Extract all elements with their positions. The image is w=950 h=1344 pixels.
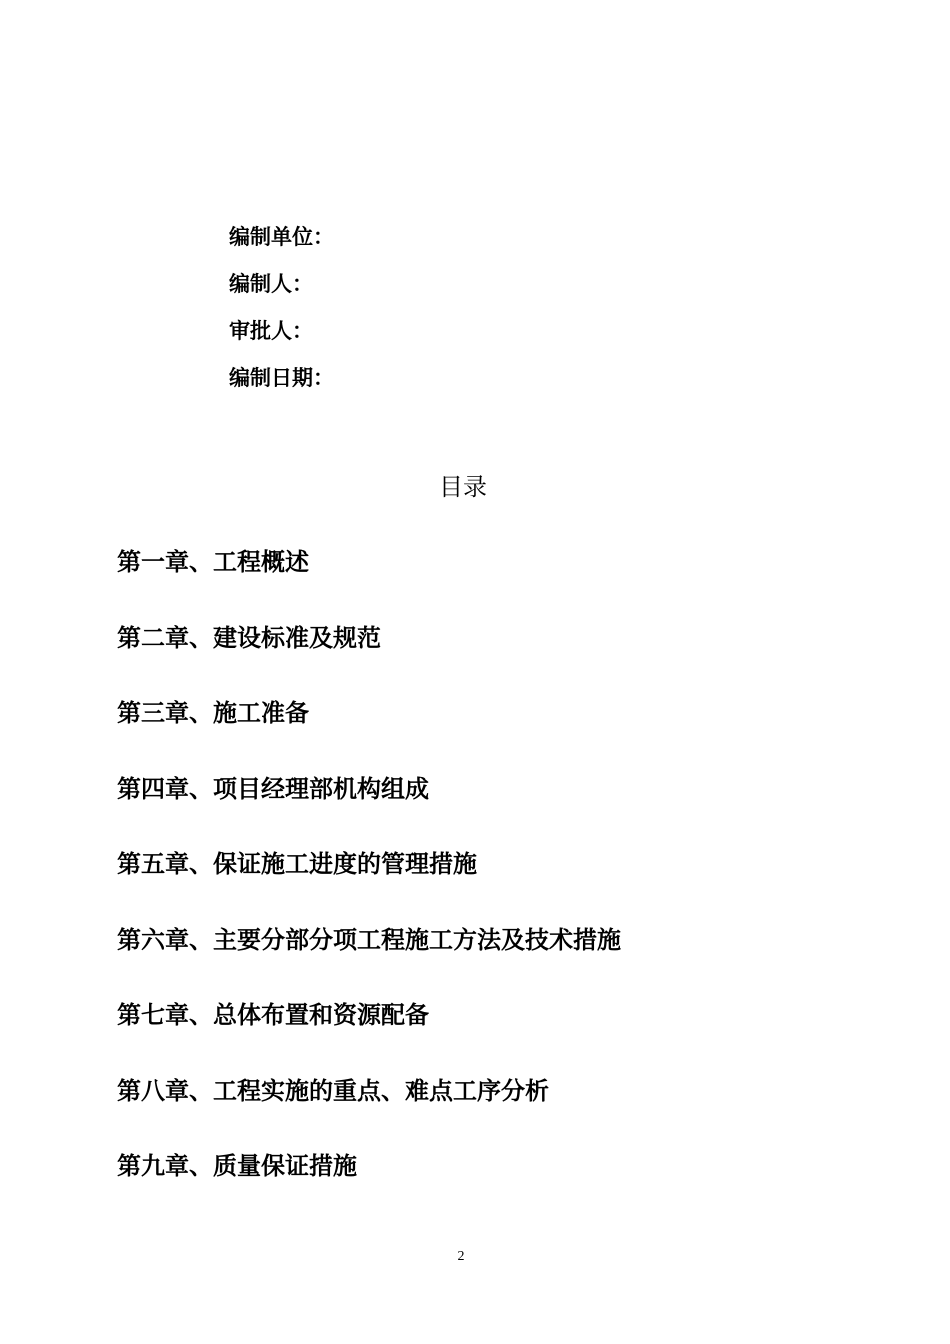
toc-item-chapter-8: 第八章、工程实施的重点、难点工序分析 <box>117 1076 549 1105</box>
toc-list <box>117 544 621 1224</box>
toc-item-chapter-5: 第五章、保证施工进度的管理措施 <box>117 850 477 878</box>
page-number: 2 <box>457 1249 465 1264</box>
document-info-block <box>229 222 334 410</box>
toc-item-chapter-2: 第二章、建设标准及规范 <box>117 623 381 652</box>
toc-item-chapter-7: 第七章、总体布置和资源配备 <box>117 1001 429 1029</box>
toc-item-chapter-9: 第九章、质量保证措施 <box>117 1152 357 1180</box>
toc-title: 目录 <box>439 473 487 501</box>
toc-item-chapter-6: 第六章、主要分部分项工程施工方法及技术措施 <box>117 925 621 954</box>
compiling-unit-label: 编制单位： <box>229 225 334 249</box>
approver-label: 审批人： <box>229 319 313 343</box>
compile-date-label: 编制日期： <box>229 366 334 390</box>
toc-item-chapter-4: 第四章、项目经理部机构组成 <box>117 774 429 803</box>
compiler-label: 编制人： <box>229 272 313 296</box>
toc-item-chapter-1: 第一章、工程概述 <box>117 548 309 576</box>
toc-item-chapter-3: 第三章、施工准备 <box>117 699 309 727</box>
